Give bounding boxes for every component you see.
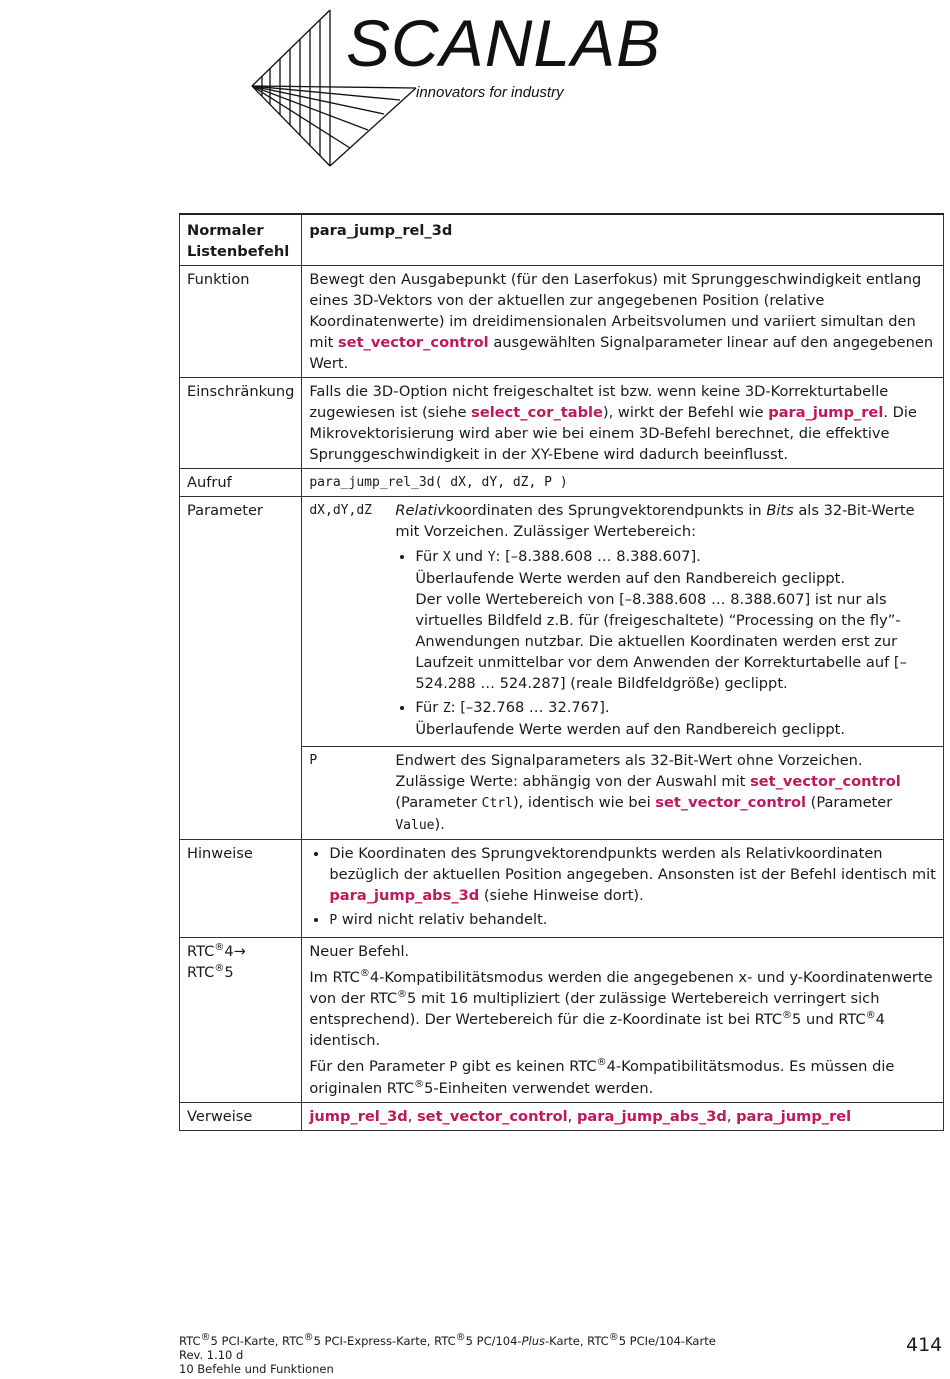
parameter-content bbox=[302, 497, 944, 840]
rtc-compat-label: RTC®4→ RTC®5 bbox=[180, 938, 302, 1103]
funktion-text: Bewegt den Ausgabepunkt (für den Laserfokus) mit Sprunggeschwindigkeit entlang eines 3D-Vektors von der aktuellen zur angegebenen Position (relative Koordinatenwerte) im dreidimensionalen Arbeitsvolumen und variiert simultan den mit set_vector_control ausgewählten Signalparameter linear auf den angegebenen Wert. bbox=[302, 266, 944, 378]
footer-chapter: 10 Befehle und Funktionen bbox=[179, 1362, 334, 1376]
param-p bbox=[302, 746, 943, 836]
list-item-z: • Für Z: [–32.768 … 32.767]. Überlaufende Werte werden auf den Randbereich geclippt. bbox=[415, 697, 936, 740]
hinweise-list bbox=[309, 843, 936, 931]
param-p-desc: Endwert des Signalparameters als 32-Bit-Wert ohne Vorzeichen. Zulässige Werte: abhängig von der Auswahl mit set_vector_control (Parameter Ctrl), identisch wie bei set_vector_control (Parameter Value). bbox=[395, 752, 901, 833]
link-para-jump-abs-3d[interactable]: para_jump_abs_3d bbox=[576, 1108, 727, 1125]
link-para-jump-abs-3d[interactable]: para_jump_abs_3d bbox=[329, 887, 480, 904]
row-rtc-compat bbox=[180, 938, 944, 1103]
parameter-label: Parameter bbox=[180, 497, 302, 840]
row-verweise bbox=[180, 1103, 944, 1131]
value-range-list bbox=[395, 546, 936, 740]
row-aufruf bbox=[180, 469, 944, 497]
rtc-param-paragraph: Für den Parameter P gibt es keinen RTC®4-Kompatibilitätsmodus. Es müssen die originalen RTC®5-Einheiten verwendet werden. bbox=[309, 1057, 895, 1097]
row-einschraenkung bbox=[180, 378, 944, 469]
einschraenkung-text: Falls die 3D-Option nicht freigeschaltet ist bzw. wenn keine 3D-Korrekturtabelle zugewiesen ist (siehe select_cor_table), wirkt der Befehl wie para_jump_rel. Die Mikrovektorisierung wird aber wie bei einem 3D-Befehl berechnet, die effektive Sprunggeschwindigkeit in der XY-Ebene wird dadurch beeinflusst. bbox=[302, 378, 944, 469]
page-footer bbox=[179, 1334, 716, 1376]
command-type-label: Normaler Listenbefehl bbox=[180, 214, 302, 266]
aufruf-code: para_jump_rel_3d( dX, dY, dZ, P ) bbox=[302, 469, 944, 497]
link-set-vector-control[interactable]: set_vector_control bbox=[338, 334, 489, 351]
hinweise-label: Hinweise bbox=[180, 840, 302, 938]
link-para-jump-rel[interactable]: para_jump_rel bbox=[768, 404, 884, 421]
row-funktion bbox=[180, 266, 944, 378]
row-header bbox=[180, 214, 944, 266]
command-table bbox=[179, 213, 944, 1131]
logo-wordmark: SCANLAB bbox=[346, 6, 662, 80]
link-set-vector-control[interactable]: set_vector_control bbox=[655, 794, 806, 811]
rtc-compat-paragraph: Im RTC®4-Kompatibilitätsmodus werden die angegebenen x- und y-Koordinatenwerte von der RTC®5 mit 16 multipliziert (der zulässige Wertebereich verringert sich entsprechend). Der Wertebereich für die z-Koordinate ist bei RTC®5 und RTC®4 identisch. bbox=[309, 968, 933, 1049]
list-item: • Die Koordinaten des Sprungvektorendpunkts werden als Relativkoordinaten bezüglich der aktuellen Position angegeben. Ansonsten ist der Befehl identisch mit para_jump_abs_3d (siehe Hinweise dort). bbox=[329, 843, 936, 906]
verweise-label: Verweise bbox=[180, 1103, 302, 1131]
link-jump-rel-3d[interactable]: jump_rel_3d bbox=[309, 1108, 408, 1125]
param-dxyz-desc: Relativkoordinaten des Sprungvektorendpunkts in Bits als 32-Bit-Werte mit Vorzeichen. Zulässiger Wertebereich: • Für X und Y: [–8.388.608 … 8.388.607]. Überlaufende Werte werden auf den Randbereich geclippt. Der volle Wertebereich von [–8.388.608 … 8.388.607] ist nur als virtuelles Bildfeld z.B. für (freigeschaltete) “Processing on the fly”-Anwendungen nutzbar. Die aktuellen Koordinaten werden erst zur Laufzeit unmittelbar vor dem Anwenden der Korrekturtabelle auf [–524.288 … 524.287] (reale Bildfeldgröße) geclippt. • Für Z: [–32.768 … 32.767]. Überlaufende Werte werden auf den Randbereich geclippt. bbox=[395, 500, 936, 743]
link-set-vector-control[interactable]: set_vector_control bbox=[416, 1108, 568, 1125]
footer-product-line: RTC®5 PCI-Karte, RTC®5 PCI-Express-Karte, RTC®5 PC/104-Plus-Karte, RTC®5 PCIe/104-Karte bbox=[179, 1332, 716, 1348]
hinweise-content bbox=[302, 840, 944, 938]
row-parameter bbox=[180, 497, 944, 840]
einschraenkung-label: Einschränkung bbox=[180, 378, 302, 469]
list-item-xy: • Für X und Y: [–8.388.608 … 8.388.607]. Überlaufende Werte werden auf den Randbereich geclippt. Der volle Wertebereich von [–8.388.608 … 8.388.607] ist nur als virtuelles Bildfeld z.B. für (freigeschaltete) “Processing on the fly”-Anwendungen nutzbar. Die aktuellen Koordinaten werden erst zur Laufzeit unmittelbar vor dem Anwenden der Korrekturtabelle auf [–524.288 … 524.287] (reale Bildfeldgröße) geclippt. bbox=[415, 546, 936, 694]
rtc-new-command: Neuer Befehl. bbox=[309, 943, 410, 960]
footer-revision: Rev. 1.10 d bbox=[179, 1348, 244, 1362]
command-name: para_jump_rel_3d bbox=[302, 214, 944, 266]
param-dxyz bbox=[309, 500, 936, 743]
param-p-name: P bbox=[309, 753, 318, 768]
param-dxyz-name: dX,dY,dZ bbox=[309, 503, 372, 518]
rtc-compat-content bbox=[302, 938, 944, 1103]
row-hinweise bbox=[180, 840, 944, 938]
verweise-links: jump_rel_3d, set_vector_control, para_jump_abs_3d, para_jump_rel bbox=[302, 1103, 944, 1131]
aufruf-label: Aufruf bbox=[180, 469, 302, 497]
page-number: 414 bbox=[906, 1334, 943, 1356]
list-item: • P wird nicht relativ behandelt. bbox=[329, 909, 936, 931]
link-set-vector-control[interactable]: set_vector_control bbox=[750, 773, 901, 790]
funktion-label: Funktion bbox=[180, 266, 302, 378]
link-select-cor-table[interactable]: select_cor_table bbox=[471, 404, 603, 421]
link-para-jump-rel[interactable]: para_jump_rel bbox=[736, 1108, 852, 1125]
scanlab-logo bbox=[250, 8, 720, 168]
logo-tagline: innovators for industry bbox=[416, 84, 564, 101]
